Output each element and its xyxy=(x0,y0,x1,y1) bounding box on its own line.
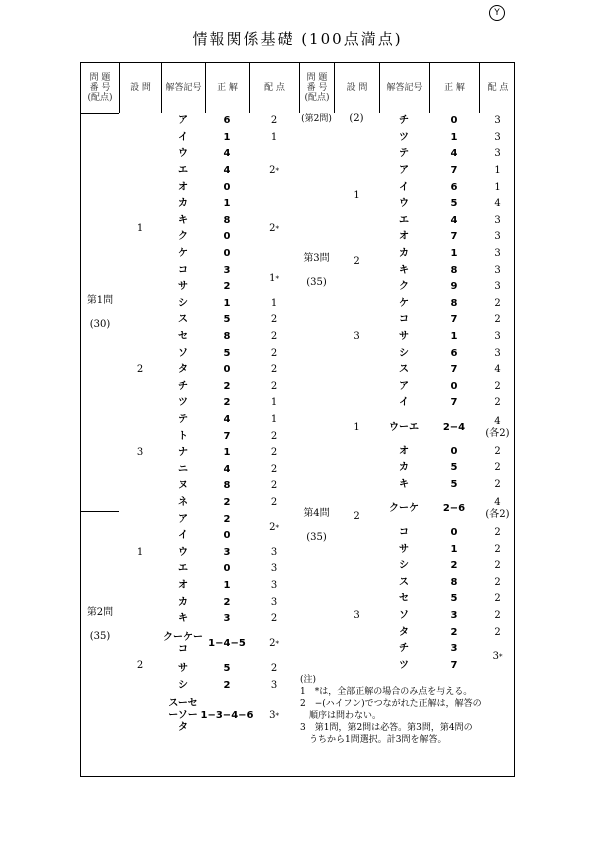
points-cell: 3 xyxy=(270,580,278,592)
points-cell xyxy=(479,412,516,444)
points-cell: 3 xyxy=(270,679,278,691)
points-cell: 2 * xyxy=(269,638,279,650)
points-cell: 3 * xyxy=(269,709,279,721)
points-cell: 2 xyxy=(270,331,278,343)
setsumon-2-1: 1 xyxy=(136,546,144,558)
points-value: 1 xyxy=(269,272,276,284)
answer-value: 1 xyxy=(223,580,231,592)
points-value: 2 xyxy=(269,638,276,650)
points-cell: 3 xyxy=(494,148,501,160)
points-cell: 2 xyxy=(270,480,278,492)
setsumon-3-1: 1 xyxy=(353,189,360,201)
answer-symbol: ツ xyxy=(399,659,409,671)
answer-symbol: ツ xyxy=(399,131,409,143)
points-cell: 1 xyxy=(270,131,278,143)
header-question-no: 問 題 番 号 (配点) xyxy=(87,73,113,103)
answer-value: 1 xyxy=(450,543,458,555)
q1-label: 第1問 (30) xyxy=(81,113,119,511)
points-cell: 1 * xyxy=(269,272,279,284)
answer-symbol: ニ xyxy=(178,463,188,475)
answer-value: 1−4−5 xyxy=(208,638,246,650)
answer-symbol: ト xyxy=(178,430,188,442)
answer-value: 2 xyxy=(223,497,231,509)
answer-value: 5 xyxy=(223,314,231,326)
answer-value: 6 xyxy=(223,115,231,127)
header-kaito: 解答記号 xyxy=(161,63,205,113)
points-cell xyxy=(479,493,516,525)
note-line: 3 第1問，第2問は必答。第3問，第4問の xyxy=(300,723,473,734)
points-cell: 2 xyxy=(494,526,501,538)
answer-symbol: エ xyxy=(178,563,188,575)
answer-symbol: イ xyxy=(178,131,188,143)
points-value: 4 xyxy=(494,496,501,508)
answer-value: 7 xyxy=(450,314,458,326)
points-cell: 3 xyxy=(494,264,501,276)
points-note: (各2) xyxy=(485,427,510,439)
answer-symbol: テ xyxy=(178,414,188,426)
points-cell: 1 xyxy=(270,414,278,426)
points-cell: 2 xyxy=(270,447,278,459)
answer-symbol: ウ xyxy=(178,148,188,160)
answer-symbol: コ xyxy=(178,264,188,276)
points-cell: 2 xyxy=(494,297,501,309)
answer-value: 1 xyxy=(223,447,231,459)
points-cell: 2 xyxy=(494,397,501,409)
points-cell: 2 xyxy=(270,430,278,442)
answer-symbol: オ xyxy=(178,580,188,592)
note-line: 2 −(ハイフン)でつながれた正解は，解答の xyxy=(300,699,482,710)
answer-value: 5 xyxy=(223,663,231,675)
answer-value: 0 xyxy=(450,115,458,127)
answer-value: 6 xyxy=(450,347,458,359)
setsumon-3-2: 2 xyxy=(353,256,360,268)
points-cell: 2 xyxy=(494,609,501,621)
points-cell: 3 xyxy=(494,248,501,260)
points-cell: 2 xyxy=(494,560,501,572)
notes xyxy=(298,674,512,746)
answer-symbol: オ xyxy=(178,181,188,193)
answer-symbol: タ xyxy=(178,364,188,376)
answer-value: 0 xyxy=(223,530,231,542)
answer-symbol: オ xyxy=(399,231,409,243)
points-cell: 2 xyxy=(494,314,501,326)
points-cell: 2 xyxy=(494,593,501,605)
points-cell: 3 * xyxy=(492,651,503,663)
note-line: 1 *は，全部正解の場合のみ点を与える。 xyxy=(300,687,473,698)
answer-symbol: ア xyxy=(399,165,409,177)
answer-symbol: コ xyxy=(399,526,409,538)
answer-value: 2 xyxy=(223,281,231,293)
answer-value: 1 xyxy=(450,331,458,343)
points-cell: 2 xyxy=(270,314,278,326)
answer-value: 0 xyxy=(223,364,231,376)
answer-value: 4 xyxy=(223,165,231,177)
points-cell: 2 xyxy=(270,613,278,625)
answer-symbol: セ xyxy=(399,593,409,605)
answer-symbol: クーケーコ xyxy=(163,632,203,656)
setsumon-2-2-cont: (2) xyxy=(349,113,364,124)
points-cell: 2 xyxy=(494,576,501,588)
answer-value: 2 xyxy=(450,626,458,638)
answer-symbol: オ xyxy=(399,445,409,457)
answer-value: 8 xyxy=(450,576,458,588)
points-cell: 3 xyxy=(494,331,501,343)
answer-symbol: サ xyxy=(178,663,188,675)
answer-value: 3 xyxy=(223,613,231,625)
answer-value: 8 xyxy=(223,331,231,343)
answer-symbol: ソ xyxy=(178,347,188,359)
header-seikai: 正 解 xyxy=(205,63,249,113)
answer-value: 0 xyxy=(450,380,458,392)
answer-symbol: キ xyxy=(178,214,188,226)
answer-symbol: ス xyxy=(399,576,409,588)
answer-value: 8 xyxy=(450,264,458,276)
setsumon-4-3: 3 xyxy=(353,609,360,621)
answer-value: 1 xyxy=(223,198,231,210)
answer-value: 7 xyxy=(450,364,458,376)
answer-value: 3 xyxy=(223,264,231,276)
setsumon-1-3: 3 xyxy=(136,447,144,459)
answer-symbol: ツ xyxy=(178,397,188,409)
points-cell: 1 xyxy=(494,181,501,193)
answer-value: 4 xyxy=(223,414,231,426)
answer-value: 4 xyxy=(223,463,231,475)
answer-symbol: スーセーソータ xyxy=(168,697,198,733)
points-cell: 1 xyxy=(494,165,501,177)
points-cell: 3 xyxy=(270,596,278,608)
answer-symbol: ク xyxy=(399,281,409,293)
answer-value: 8 xyxy=(223,480,231,492)
answer-value: 7 xyxy=(450,397,458,409)
answer-symbol: ク xyxy=(178,231,188,243)
answer-value: 0 xyxy=(450,445,458,457)
points-cell: 1 xyxy=(270,297,278,309)
answer-symbol: ネ xyxy=(178,497,188,509)
answer-value: 5 xyxy=(450,593,458,605)
points-cell: 2 xyxy=(494,445,501,457)
answer-value: 2 xyxy=(223,596,231,608)
answer-value: 0 xyxy=(223,181,231,193)
answer-value: 5 xyxy=(450,478,458,490)
points-value: 3 xyxy=(492,651,499,663)
note-line: 順序は問わない。 xyxy=(300,711,382,722)
answer-symbol: チ xyxy=(399,115,409,127)
answer-value: 2 xyxy=(223,679,231,691)
header-question-no-right: 問 題 番 号 (配点) xyxy=(299,63,334,113)
answer-symbol: ア xyxy=(178,115,188,127)
answer-value: 7 xyxy=(450,231,458,243)
answer-value: 2 xyxy=(223,513,231,525)
answer-symbol: エ xyxy=(399,214,409,226)
header-seikai-right: 正 解 xyxy=(429,63,479,113)
points-cell: 2 xyxy=(494,543,501,555)
points-cell: 2 xyxy=(270,347,278,359)
answer-value: 7 xyxy=(450,659,458,671)
points-cell: 2 xyxy=(494,380,501,392)
points-value: 4 xyxy=(494,415,501,427)
answer-symbol: ス xyxy=(399,364,409,376)
answer-symbol: キ xyxy=(399,478,409,490)
header-kaito-right: 解答記号 xyxy=(379,63,429,113)
points-value: 3 xyxy=(269,709,276,721)
points-value: 2 xyxy=(269,521,276,533)
answer-symbol: ヌ xyxy=(178,480,188,492)
points-cell: 2 xyxy=(270,364,278,376)
answer-symbol: テ xyxy=(399,148,409,160)
q4-label: 第4問 (35) xyxy=(303,508,330,544)
answer-value: 5 xyxy=(450,198,458,210)
points-cell: 3 xyxy=(494,281,501,293)
points-cell: 2 xyxy=(494,478,501,490)
note-line: うちから1問選択。計3問を解答。 xyxy=(300,735,447,746)
answer-value: 1 xyxy=(223,131,231,143)
answer-value: 1 xyxy=(450,131,458,143)
setsumon-4-1: 1 xyxy=(353,421,360,433)
answer-value: 0 xyxy=(223,248,231,260)
answer-value: 4 xyxy=(450,214,458,226)
answer-value: 3 xyxy=(450,643,458,655)
answer-value: 1 xyxy=(223,297,231,309)
points-cell: 4 xyxy=(494,198,501,210)
answer-symbol: ソ xyxy=(399,609,409,621)
page-title: 情報関係基礎 (100点満点) xyxy=(192,30,403,48)
points-cell: 2 * xyxy=(269,521,279,533)
points-cell: 2 xyxy=(270,663,278,675)
points-note: (各2) xyxy=(485,508,510,520)
setsumon-2-2: 2 xyxy=(136,659,144,671)
points-cell: 2 xyxy=(270,380,278,392)
answer-symbol: クーケ xyxy=(389,502,419,514)
answer-symbol: チ xyxy=(178,380,188,392)
header-setsumon-right: 設 問 xyxy=(334,63,379,113)
answer-symbol: シ xyxy=(399,347,409,359)
points-cell: 2 xyxy=(494,462,501,474)
answer-symbol: サ xyxy=(178,281,188,293)
setsumon-4-2: 2 xyxy=(353,511,360,523)
answer-symbol: シ xyxy=(399,560,409,572)
q2-continued-label: (第2問) xyxy=(301,114,332,124)
points-cell: 2 xyxy=(494,626,501,638)
answer-value: 0 xyxy=(223,563,231,575)
answer-symbol: チ xyxy=(399,643,409,655)
answer-symbol: カ xyxy=(399,248,409,260)
answer-symbol: コ xyxy=(399,314,409,326)
answer-symbol: サ xyxy=(399,543,409,555)
answer-value: 0 xyxy=(450,526,458,538)
points-cell: 3 xyxy=(494,347,501,359)
answer-symbol: キ xyxy=(178,613,188,625)
points-cell: 1 xyxy=(270,397,278,409)
answer-table xyxy=(80,62,515,777)
answer-value: 7 xyxy=(450,165,458,177)
answer-symbol: ア xyxy=(178,513,188,525)
answer-value: 6 xyxy=(450,181,458,193)
answer-symbol: ケ xyxy=(178,248,188,260)
answer-value: 0 xyxy=(223,231,231,243)
q3-label: 第3問 (35) xyxy=(303,252,330,288)
points-cell: 3 xyxy=(494,231,501,243)
points-cell: 3 xyxy=(494,115,501,127)
points-value: 2 xyxy=(269,223,276,235)
answer-symbol: カ xyxy=(399,462,409,474)
answer-value: 8 xyxy=(223,214,231,226)
answer-value: 4 xyxy=(450,148,458,160)
header-haiten-right: 配 点 xyxy=(479,63,516,113)
answer-value: 4 xyxy=(223,148,231,160)
answer-symbol: エ xyxy=(178,165,188,177)
answer-value: 2 xyxy=(223,397,231,409)
answer-value: 9 xyxy=(450,281,458,293)
note-line: (注) xyxy=(300,675,317,686)
points-cell: 3 xyxy=(494,131,501,143)
answer-symbol: タ xyxy=(399,626,409,638)
answer-value: 8 xyxy=(450,297,458,309)
answer-symbol: ウーエ xyxy=(389,421,419,433)
answer-symbol: イ xyxy=(399,181,409,193)
points-cell: 2 xyxy=(270,497,278,509)
answer-symbol: ナ xyxy=(178,447,188,459)
q2-label: 第2問 (35) xyxy=(81,511,119,737)
answer-symbol: キ xyxy=(399,264,409,276)
answer-symbol: イ xyxy=(178,530,188,542)
answer-symbol: サ xyxy=(399,331,409,343)
answer-value: 2−4 xyxy=(442,421,466,433)
header-setsumon: 設 問 xyxy=(119,63,161,113)
answer-value: 5 xyxy=(450,462,458,474)
answer-value: 2−6 xyxy=(442,502,466,514)
answer-symbol: ア xyxy=(399,380,409,392)
answer-value: 5 xyxy=(223,347,231,359)
answer-symbol: ウ xyxy=(178,546,188,558)
answer-symbol: セ xyxy=(178,331,188,343)
answer-value: 3 xyxy=(223,546,231,558)
points-value: 2 xyxy=(269,165,276,177)
points-cell: 3 xyxy=(270,563,278,575)
points-cell: 3 xyxy=(270,546,278,558)
points-cell: 4 xyxy=(494,364,501,376)
answer-value: 3 xyxy=(450,609,458,621)
points-cell: 2 * xyxy=(269,223,279,235)
answer-value: 1−3−4−6 xyxy=(200,709,254,721)
setsumon-1-1: 1 xyxy=(136,223,144,235)
answer-value: 1 xyxy=(450,248,458,260)
answer-symbol: ス xyxy=(178,314,188,326)
header-haiten: 配 点 xyxy=(249,63,299,113)
corner-mark: Y xyxy=(489,5,505,21)
points-cell: 2 xyxy=(270,115,278,127)
answer-symbol: ウ xyxy=(399,198,409,210)
answer-value: 2 xyxy=(223,380,231,392)
answer-value: 7 xyxy=(223,430,231,442)
setsumon-1-2: 2 xyxy=(136,364,144,376)
points-cell: 3 xyxy=(494,214,501,226)
answer-symbol: イ xyxy=(399,397,409,409)
answer-symbol: シ xyxy=(178,297,188,309)
setsumon-3-3: 3 xyxy=(353,331,360,343)
answer-symbol: ケ xyxy=(399,297,409,309)
points-cell: 2 * xyxy=(269,165,279,177)
answer-symbol: シ xyxy=(178,679,188,691)
answer-value: 2 xyxy=(450,560,458,572)
answer-symbol: カ xyxy=(178,198,188,210)
answer-symbol: カ xyxy=(178,596,188,608)
points-cell: 2 xyxy=(270,463,278,475)
